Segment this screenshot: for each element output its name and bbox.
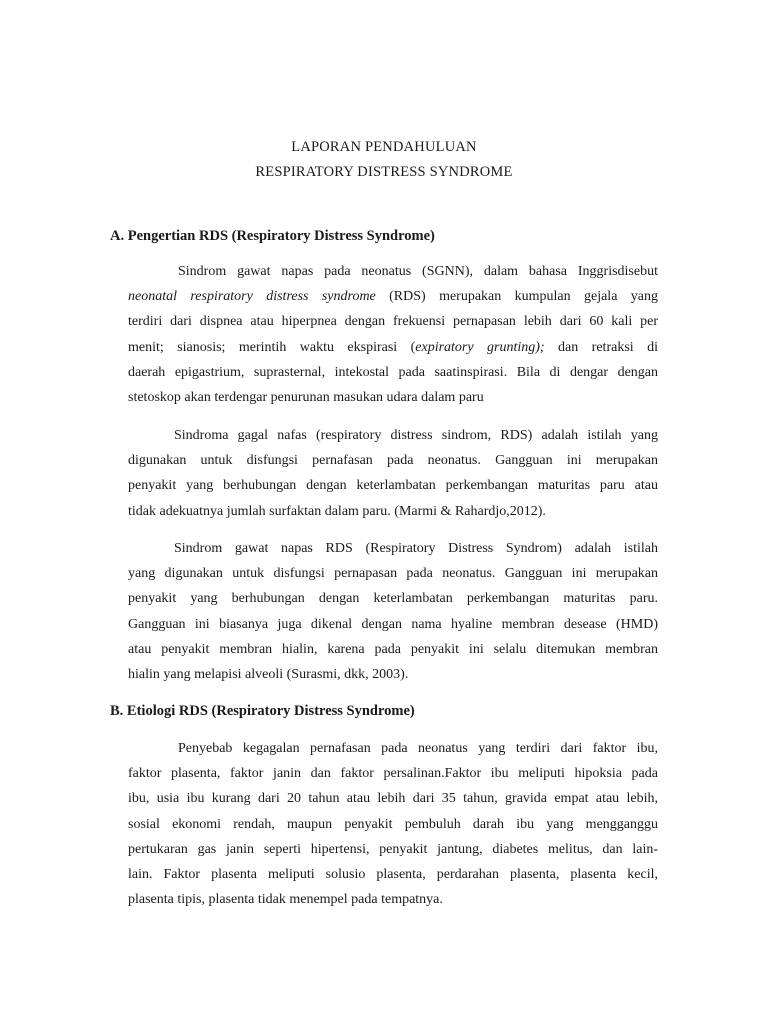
section-a-paragraph-2 <box>128 423 658 524</box>
text-line: yang digunakan untuk disfungsi pernapasan pada neonatus. Gangguan ini merupakan <box>128 566 658 582</box>
text-line: faktor plasenta, faktor janin dan faktor persalinan.Faktor ibu meliputi hipoksia pada <box>128 766 658 782</box>
section-b-paragraph-1 <box>128 736 658 912</box>
document-title-line1: LAPORAN PENDAHULUAN <box>291 139 477 155</box>
section-b-heading: B. Etiologi RDS (Respiratory Distress Syndrome) <box>110 703 415 719</box>
text-line: penyakit yang berhubungan dengan keterlambatan perkembangan maturitas paru atau <box>128 478 658 494</box>
text-line: stetoskop akan terdengar penurunan masukan udara dalam paru <box>128 390 484 406</box>
section-a-paragraph-1 <box>128 259 658 410</box>
italic-term: expiratory grunting); <box>415 339 545 355</box>
text-line: ibu, usia ibu kurang dari 20 tahun atau lebih dari 35 tahun, gravida empat atau lebih, <box>128 791 658 807</box>
text-line: Sindrom gawat napas pada neonatus (SGNN), dalam bahasa Inggrisdisebut <box>178 264 658 279</box>
text-line: terdiri dari dispnea atau hiperpnea dengan frekuensi pernapasan lebih dari 60 kali per <box>128 314 658 330</box>
text-span: menit; sianosis; merintih waktu ekspirasi ( <box>128 339 416 355</box>
text-line: lain. Faktor plasenta meliputi solusio plasenta, perdarahan plasenta, plasenta kecil, <box>128 867 658 883</box>
section-a-paragraph-3 <box>128 536 658 687</box>
text-line: hialin yang melapisi alveoli (Surasmi, dkk, 2003). <box>128 667 409 683</box>
text-line: pertukaran gas janin seperti hipertensi, penyakit jantung, diabetes melitus, dan lain- <box>128 841 658 857</box>
text-line: plasenta tipis, plasenta tidak menempel pada tempatnya. <box>128 892 443 908</box>
text-span: (RDS) merupakan kumpulan gejala yang <box>375 289 658 305</box>
text-line: penyakit yang berhubungan dengan keterlambatan perkembangan maturitas paru. <box>128 591 658 607</box>
text-line: Penyebab kegagalan pernafasan pada neonatus yang terdiri dari faktor ibu, <box>178 741 658 756</box>
text-line: Gangguan ini biasanya juga dikenal dengan nama hyaline membran desease (HMD) <box>128 616 658 632</box>
text-line: Sindroma gagal nafas (respiratory distress sindrom, RDS) adalah istilah yang <box>174 428 658 443</box>
text-line: sosial ekonomi rendah, maupun penyakit pembuluh darah ibu yang mengganggu <box>128 816 658 832</box>
document-title-line2: RESPIRATORY DISTRESS SYNDROME <box>255 164 513 180</box>
text-line: tidak adekuatnya jumlah surfaktan dalam paru. (Marmi & Rahardjo,2012). <box>128 503 546 519</box>
text-line: atau penyakit membran hialin, karena pada penyakit ini selalu ditemukan membran <box>128 641 658 657</box>
text-line: daerah epigastrium, suprasternal, intekostal pada saatinspirasi. Bila di dengar dengan <box>128 364 658 380</box>
text-line <box>128 284 658 309</box>
text-line: Sindrom gawat napas RDS (Respiratory Distress Syndrom) adalah istilah <box>174 541 658 556</box>
section-a-heading: A. Pengertian RDS (Respiratory Distress Syndrome) <box>110 228 435 244</box>
italic-term: neonatal respiratory distress syndrome <box>128 289 376 305</box>
text-line: digunakan untuk disfungsi pernafasan pada neonatus. Gangguan ini merupakan <box>128 453 658 469</box>
text-span: dan retraksi di <box>544 339 658 355</box>
text-line <box>128 335 658 360</box>
